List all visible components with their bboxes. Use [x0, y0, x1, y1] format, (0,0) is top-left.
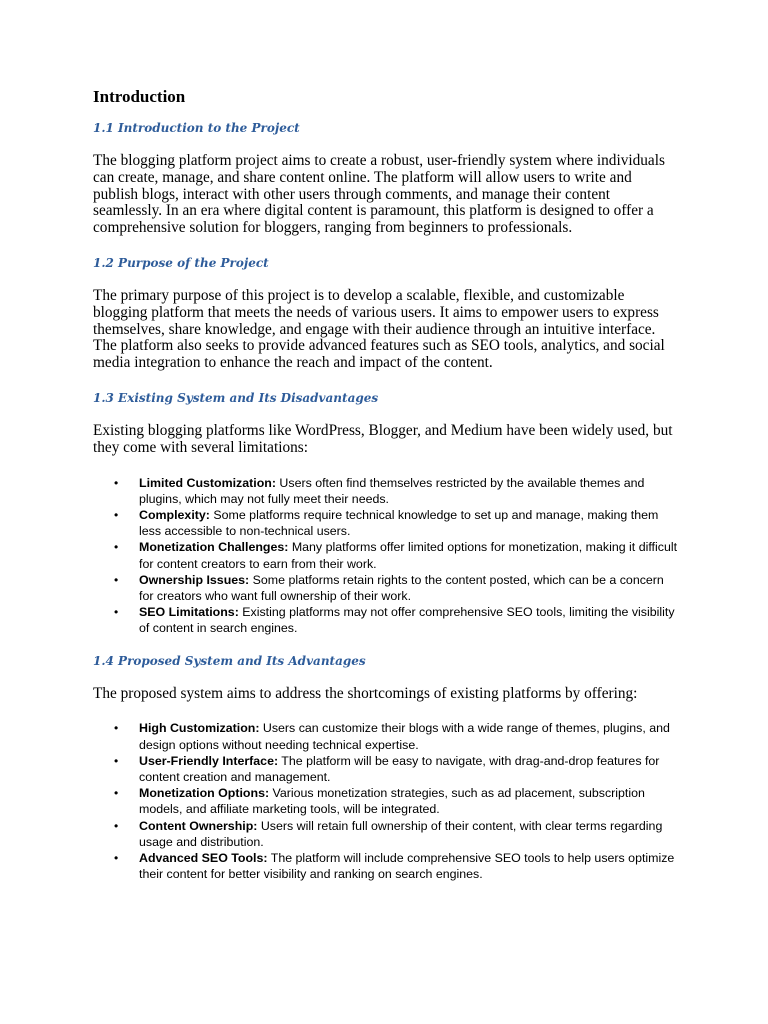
list-item-text: Users will retain full ownership of their content, with clear terms regarding usage and distribution. [139, 818, 663, 849]
list-item-term: Advanced SEO Tools: [139, 851, 268, 866]
list-item-text: Some platforms require technical knowledge to set up and manage, making them less accessible to non-technical users. [139, 507, 659, 539]
list-item-term: Ownership Issues: [139, 572, 250, 587]
section-paragraph: The primary purpose of this project is to develop a scalable, flexible, and customizable blogging platform that meets the needs of various users. It aims to empower users to express themselves, share knowledge, and engage with their audience through an intuitive interface. The platform also seeks to provide advanced features such as SEO tools, analytics, and social media integration to enhance the reach and impact of the content. [93, 286, 665, 372]
list-item-term: High Customization: [139, 721, 260, 736]
section-introduction-to-project [93, 120, 679, 237]
list-item-text: Users often find themselves restricted by the available themes and plugins, which may not fully meet their needs. [139, 475, 645, 506]
list-item-text: The platform will be easy to navigate, with drag-and-drop features for content creation and management. [139, 753, 660, 784]
section-heading: 1.3 Existing System and Its Disadvantages [93, 390, 379, 405]
bullet-icon: • [114, 753, 119, 768]
section-paragraph: Existing blogging platforms like WordPress, Blogger, and Medium have been widely used, but they come with several limitations: [93, 421, 673, 456]
list-item [93, 753, 679, 785]
section-purpose-of-project [93, 255, 679, 372]
list-item-term: Monetization Options: [139, 786, 270, 801]
list-item-term: Limited Customization: [139, 475, 276, 490]
bullet-icon: • [114, 507, 119, 522]
bullet-icon: • [114, 475, 119, 490]
bullet-icon: • [114, 786, 119, 801]
section-heading: 1.4 Proposed System and Its Advantages [93, 653, 366, 668]
list-item-text: Many platforms offer limited options for monetization, making it difficult for content creators to earn from their work. [139, 540, 678, 571]
list-item-term: User-Friendly Interface: [139, 753, 279, 768]
section-paragraph: The proposed system aims to address the shortcomings of existing platforms by offering: [93, 684, 638, 702]
list-item-term: Content Ownership: [139, 818, 258, 833]
list-item [93, 785, 679, 817]
list-item-term: Monetization Challenges: [139, 540, 289, 555]
bullet-icon: • [114, 851, 119, 866]
list-item-term: Complexity: [139, 507, 210, 522]
list-item [93, 850, 679, 882]
list-item [93, 539, 679, 571]
list-item [93, 507, 679, 539]
section-proposed-system [93, 653, 679, 883]
list-item-text: Existing platforms may not offer comprehensive SEO tools, limiting the visibility of content in search engines. [139, 605, 675, 636]
advantages-list [93, 720, 679, 882]
document-body [93, 86, 679, 898]
section-existing-system [93, 390, 679, 637]
bullet-icon: • [114, 605, 119, 620]
bullet-icon: • [114, 572, 119, 587]
list-item-term: SEO Limitations: [139, 605, 239, 620]
section-heading: 1.2 Purpose of the Project [93, 255, 269, 270]
list-item [93, 604, 679, 636]
section-heading: 1.1 Introduction to the Project [93, 121, 300, 135]
section-paragraph: The blogging platform project aims to create a robust, user-friendly system where individuals can create, manage, and share content online. The platform will allow users to write and publish blogs, interact with other users through comments, and manage their content seamlessly. In an era where digital content is paramount, this platform is designed to offer a comprehensive solution for bloggers, ranging from beginners to professionals. [93, 152, 665, 237]
disadvantages-list [93, 475, 679, 637]
list-item [93, 818, 679, 850]
list-item [93, 572, 679, 604]
list-item-text: The platform will include comprehensive SEO tools to help users optimize their content for better visibility and ranking on search engines. [139, 851, 675, 882]
list-item-text: Users can customize their blogs with a wide range of themes, plugins, and design options without needing technical expertise. [139, 721, 670, 752]
bullet-icon: • [114, 540, 119, 555]
list-item-text: Some platforms retain rights to the content posted, which can be a concern for creators who want full ownership of their work. [139, 572, 664, 603]
list-item [93, 475, 679, 507]
bullet-icon: • [114, 818, 119, 833]
document-title: Introduction [93, 87, 186, 106]
list-item [93, 720, 679, 752]
list-item-text: Various monetization strategies, such as ad placement, subscription models, and affiliate marketing tools, will be integrated. [139, 786, 645, 817]
bullet-icon: • [114, 721, 119, 736]
